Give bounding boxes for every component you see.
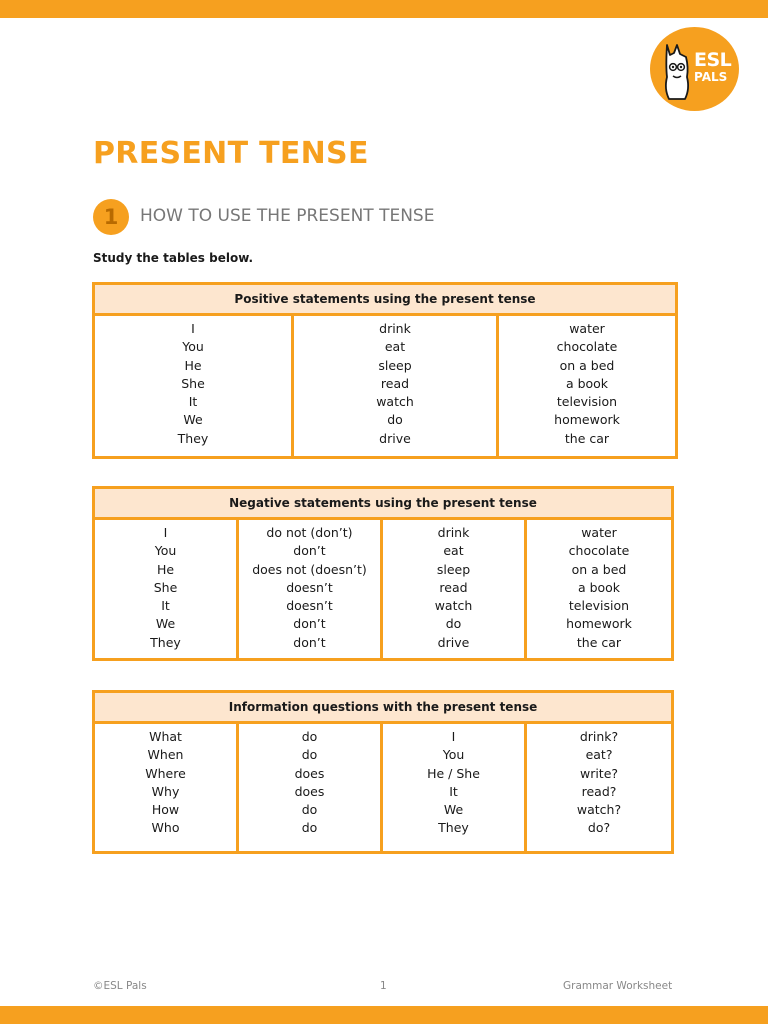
subject-column: I You He / She It We They (382, 723, 526, 853)
bottom-accent-bar (0, 1006, 768, 1024)
table-header: Negative statements using the present tense (94, 488, 673, 519)
object-column: water chocolate on a bed a book television homework the car (498, 315, 677, 458)
object-column: water chocolate on a bed a book television homework the car (526, 519, 673, 660)
verb-column: drink eat sleep read watch do drive (382, 519, 526, 660)
negative-statements-table (92, 486, 674, 661)
subject-column: I You He She It We They (94, 519, 238, 660)
table-row (94, 315, 677, 458)
footer-page-number: 1 (380, 980, 387, 992)
verb-column: drink eat sleep read watch do drive (293, 315, 498, 458)
verb-column: drink? eat? write? read? watch? do? (526, 723, 673, 853)
instructions-text: Study the tables below. (93, 251, 254, 265)
table-row (94, 723, 673, 853)
table-row (94, 519, 673, 660)
table-header: Positive statements using the present tense (94, 284, 677, 315)
information-questions-table (92, 690, 674, 854)
question-word-column: What When Where Why How Who (94, 723, 238, 853)
subject-column: I You He She It We They (94, 315, 293, 458)
footer-copyright: ©ESL Pals (93, 980, 147, 992)
section-number-badge: 1 (93, 199, 129, 235)
llama-icon (658, 41, 698, 101)
esl-pals-logo (650, 27, 739, 111)
table-header: Information questions with the present tense (94, 692, 673, 723)
logo-esl-text: ESL (694, 49, 732, 71)
logo-pals-text: PALS (694, 70, 728, 84)
top-accent-bar (0, 0, 768, 18)
auxiliary-column: do not (don’t) don’t does not (doesn’t) doesn’t doesn’t don’t don’t (238, 519, 382, 660)
auxiliary-column: do do does does do do (238, 723, 382, 853)
page-title: PRESENT TENSE (93, 136, 369, 171)
positive-statements-table (92, 282, 678, 459)
footer-doc-type: Grammar Worksheet (563, 980, 673, 992)
section-heading: HOW TO USE THE PRESENT TENSE (140, 206, 435, 226)
